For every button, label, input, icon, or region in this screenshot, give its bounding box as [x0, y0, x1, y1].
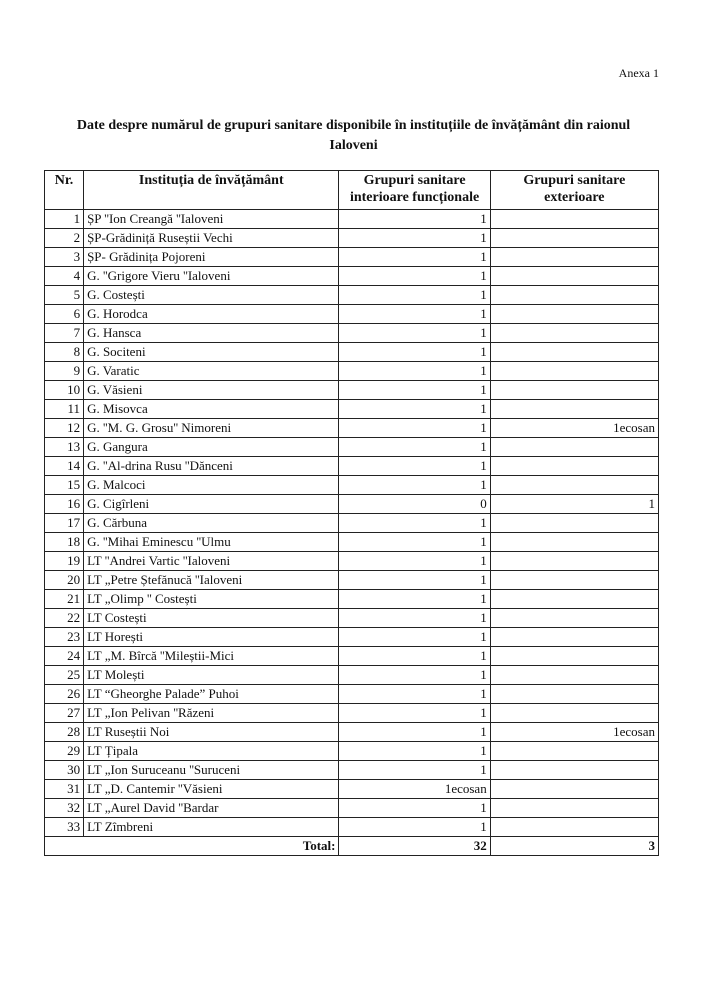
interior-count: 1: [339, 362, 490, 381]
row-number: 22: [45, 609, 84, 628]
interior-count: 1: [339, 647, 490, 666]
institution-name: G. Misovca: [84, 400, 339, 419]
institution-name: G. Sociteni: [84, 343, 339, 362]
interior-count: 1: [339, 704, 490, 723]
table-row: [45, 666, 659, 685]
institution-name: LT “Gheorghe Palade” Puhoi: [84, 685, 339, 704]
row-number: 14: [45, 457, 84, 476]
table-row: [45, 229, 659, 248]
row-number: 20: [45, 571, 84, 590]
institution-name: LT Zîmbreni: [84, 818, 339, 837]
exterior-count: [490, 400, 658, 419]
row-number: 32: [45, 799, 84, 818]
row-number: 9: [45, 362, 84, 381]
institution-name: LT „Ion Pelivan ''Răzeni: [84, 704, 339, 723]
table-header-row: [45, 171, 659, 210]
interior-count: 1: [339, 229, 490, 248]
row-number: 21: [45, 590, 84, 609]
table-row: [45, 495, 659, 514]
row-number: 26: [45, 685, 84, 704]
row-number: 19: [45, 552, 84, 571]
interior-count: 1ecosan: [339, 780, 490, 799]
header-interior: Grupuri sanitare interioare funcționale: [339, 171, 490, 210]
row-number: 30: [45, 761, 84, 780]
exterior-count: [490, 685, 658, 704]
exterior-count: [490, 666, 658, 685]
row-number: 24: [45, 647, 84, 666]
row-number: 17: [45, 514, 84, 533]
row-number: 15: [45, 476, 84, 495]
row-number: 10: [45, 381, 84, 400]
table-row: [45, 267, 659, 286]
row-number: 6: [45, 305, 84, 324]
interior-count: 1: [339, 286, 490, 305]
row-number: 29: [45, 742, 84, 761]
table-row: [45, 457, 659, 476]
exterior-count: [490, 818, 658, 837]
institution-name: G. ''Mihai Eminescu ''Ulmu: [84, 533, 339, 552]
interior-count: 1: [339, 476, 490, 495]
exterior-count: [490, 514, 658, 533]
institution-name: G. Văsieni: [84, 381, 339, 400]
table-row: [45, 438, 659, 457]
interior-count: 1: [339, 419, 490, 438]
header-institution: Instituția de învățământ: [84, 171, 339, 210]
interior-count: 1: [339, 818, 490, 837]
row-number: 25: [45, 666, 84, 685]
row-number: 18: [45, 533, 84, 552]
table-row: [45, 305, 659, 324]
row-number: 27: [45, 704, 84, 723]
institution-name: ȘP-Grădiniță Ruseștii Vechi: [84, 229, 339, 248]
row-number: 3: [45, 248, 84, 267]
interior-count: 1: [339, 666, 490, 685]
row-number: 11: [45, 400, 84, 419]
interior-count: 1: [339, 590, 490, 609]
exterior-count: [490, 210, 658, 229]
exterior-count: [490, 381, 658, 400]
table-row: [45, 419, 659, 438]
exterior-count: [490, 438, 658, 457]
table-row: [45, 362, 659, 381]
row-number: 16: [45, 495, 84, 514]
interior-count: 1: [339, 723, 490, 742]
table-row: [45, 381, 659, 400]
institution-name: LT ''Andrei Vartic ''Ialoveni: [84, 552, 339, 571]
institution-name: ȘP ''Ion Creangă ''Ialoveni: [84, 210, 339, 229]
exterior-count: [490, 267, 658, 286]
exterior-count: [490, 362, 658, 381]
institution-name: G. Hansca: [84, 324, 339, 343]
total-row: [45, 837, 659, 856]
interior-count: 1: [339, 533, 490, 552]
row-number: 5: [45, 286, 84, 305]
institution-name: G. Cigîrleni: [84, 495, 339, 514]
exterior-count: [490, 552, 658, 571]
interior-count: 1: [339, 324, 490, 343]
institution-name: G. Horodca: [84, 305, 339, 324]
table-row: [45, 780, 659, 799]
total-interior: 32: [339, 837, 490, 856]
row-number: 28: [45, 723, 84, 742]
exterior-count: [490, 628, 658, 647]
table-row: [45, 799, 659, 818]
institution-name: G. Varatic: [84, 362, 339, 381]
table-row: [45, 704, 659, 723]
exterior-count: [490, 647, 658, 666]
document-title: Date despre numărul de grupuri sanitare disponibile în instituțiile de învățământ din raionul Ialoveni: [76, 118, 631, 153]
interior-count: 1: [339, 799, 490, 818]
interior-count: 1: [339, 685, 490, 704]
institution-name: LT „M. Bîrcă ''Mileștii-Mici: [84, 647, 339, 666]
row-number: 7: [45, 324, 84, 343]
total-empty-cell: [45, 837, 84, 856]
interior-count: 1: [339, 609, 490, 628]
institution-name: ȘP- Grădinița Pojoreni: [84, 248, 339, 267]
total-exterior: 3: [490, 837, 658, 856]
sanitary-groups-table: [44, 170, 659, 856]
interior-count: 1: [339, 571, 490, 590]
institution-name: G. ''Al-drina Rusu ''Dănceni: [84, 457, 339, 476]
exterior-count: 1: [490, 495, 658, 514]
table-row: [45, 533, 659, 552]
institution-name: LT „D. Cantemir ''Văsieni: [84, 780, 339, 799]
table-row: [45, 400, 659, 419]
table-row: [45, 210, 659, 229]
interior-count: 1: [339, 742, 490, 761]
institution-name: G. Malcoci: [84, 476, 339, 495]
exterior-count: [490, 533, 658, 552]
exterior-count: [490, 343, 658, 362]
table-row: [45, 628, 659, 647]
exterior-count: [490, 590, 658, 609]
institution-name: LT „Petre Ștefănucă ''Ialoveni: [84, 571, 339, 590]
interior-count: 1: [339, 381, 490, 400]
exterior-count: [490, 286, 658, 305]
table-row: [45, 343, 659, 362]
table-row: [45, 571, 659, 590]
institution-name: G. ''Grigore Vieru ''Ialoveni: [84, 267, 339, 286]
row-number: 13: [45, 438, 84, 457]
row-number: 8: [45, 343, 84, 362]
institution-name: LT „Ion Suruceanu ''Suruceni: [84, 761, 339, 780]
exterior-count: [490, 457, 658, 476]
institution-name: LT Molești: [84, 666, 339, 685]
header-exterior: Grupuri sanitare exterioare: [490, 171, 658, 210]
interior-count: 1: [339, 761, 490, 780]
exterior-count: [490, 324, 658, 343]
exterior-count: [490, 704, 658, 723]
header-nr: Nr.: [45, 171, 84, 210]
total-label: Total:: [84, 837, 339, 856]
row-number: 12: [45, 419, 84, 438]
institution-name: G. Costești: [84, 286, 339, 305]
row-number: 1: [45, 210, 84, 229]
interior-count: 1: [339, 628, 490, 647]
institution-name: LT Țipala: [84, 742, 339, 761]
annex-label: Anexa 1: [618, 66, 659, 80]
interior-count: 0: [339, 495, 490, 514]
exterior-count: [490, 248, 658, 267]
table-row: [45, 647, 659, 666]
table-row: [45, 248, 659, 267]
exterior-count: [490, 742, 658, 761]
interior-count: 1: [339, 210, 490, 229]
interior-count: 1: [339, 514, 490, 533]
table-row: [45, 590, 659, 609]
institution-name: LT „Aurel David ''Bardar: [84, 799, 339, 818]
table-row: [45, 685, 659, 704]
institution-name: LT Ruseștii Noi: [84, 723, 339, 742]
table-row: [45, 514, 659, 533]
institution-name: G. Cărbuna: [84, 514, 339, 533]
exterior-count: 1ecosan: [490, 723, 658, 742]
table-row: [45, 609, 659, 628]
institution-name: G. ''M. G. Grosu'' Nimoreni: [84, 419, 339, 438]
row-number: 23: [45, 628, 84, 647]
table-row: [45, 286, 659, 305]
exterior-count: [490, 476, 658, 495]
table-row: [45, 818, 659, 837]
interior-count: 1: [339, 552, 490, 571]
table-row: [45, 742, 659, 761]
interior-count: 1: [339, 248, 490, 267]
institution-name: LT Costești: [84, 609, 339, 628]
row-number: 2: [45, 229, 84, 248]
table-row: [45, 552, 659, 571]
interior-count: 1: [339, 305, 490, 324]
exterior-count: [490, 229, 658, 248]
exterior-count: [490, 305, 658, 324]
institution-name: G. Gangura: [84, 438, 339, 457]
interior-count: 1: [339, 457, 490, 476]
exterior-count: [490, 799, 658, 818]
table-row: [45, 324, 659, 343]
interior-count: 1: [339, 343, 490, 362]
exterior-count: [490, 761, 658, 780]
exterior-count: [490, 571, 658, 590]
institution-name: LT Horești: [84, 628, 339, 647]
interior-count: 1: [339, 438, 490, 457]
row-number: 33: [45, 818, 84, 837]
row-number: 4: [45, 267, 84, 286]
exterior-count: 1ecosan: [490, 419, 658, 438]
table-row: [45, 476, 659, 495]
exterior-count: [490, 609, 658, 628]
institution-name: LT „Olimp '' Costești: [84, 590, 339, 609]
interior-count: 1: [339, 267, 490, 286]
table-row: [45, 761, 659, 780]
exterior-count: [490, 780, 658, 799]
row-number: 31: [45, 780, 84, 799]
interior-count: 1: [339, 400, 490, 419]
table-row: [45, 723, 659, 742]
